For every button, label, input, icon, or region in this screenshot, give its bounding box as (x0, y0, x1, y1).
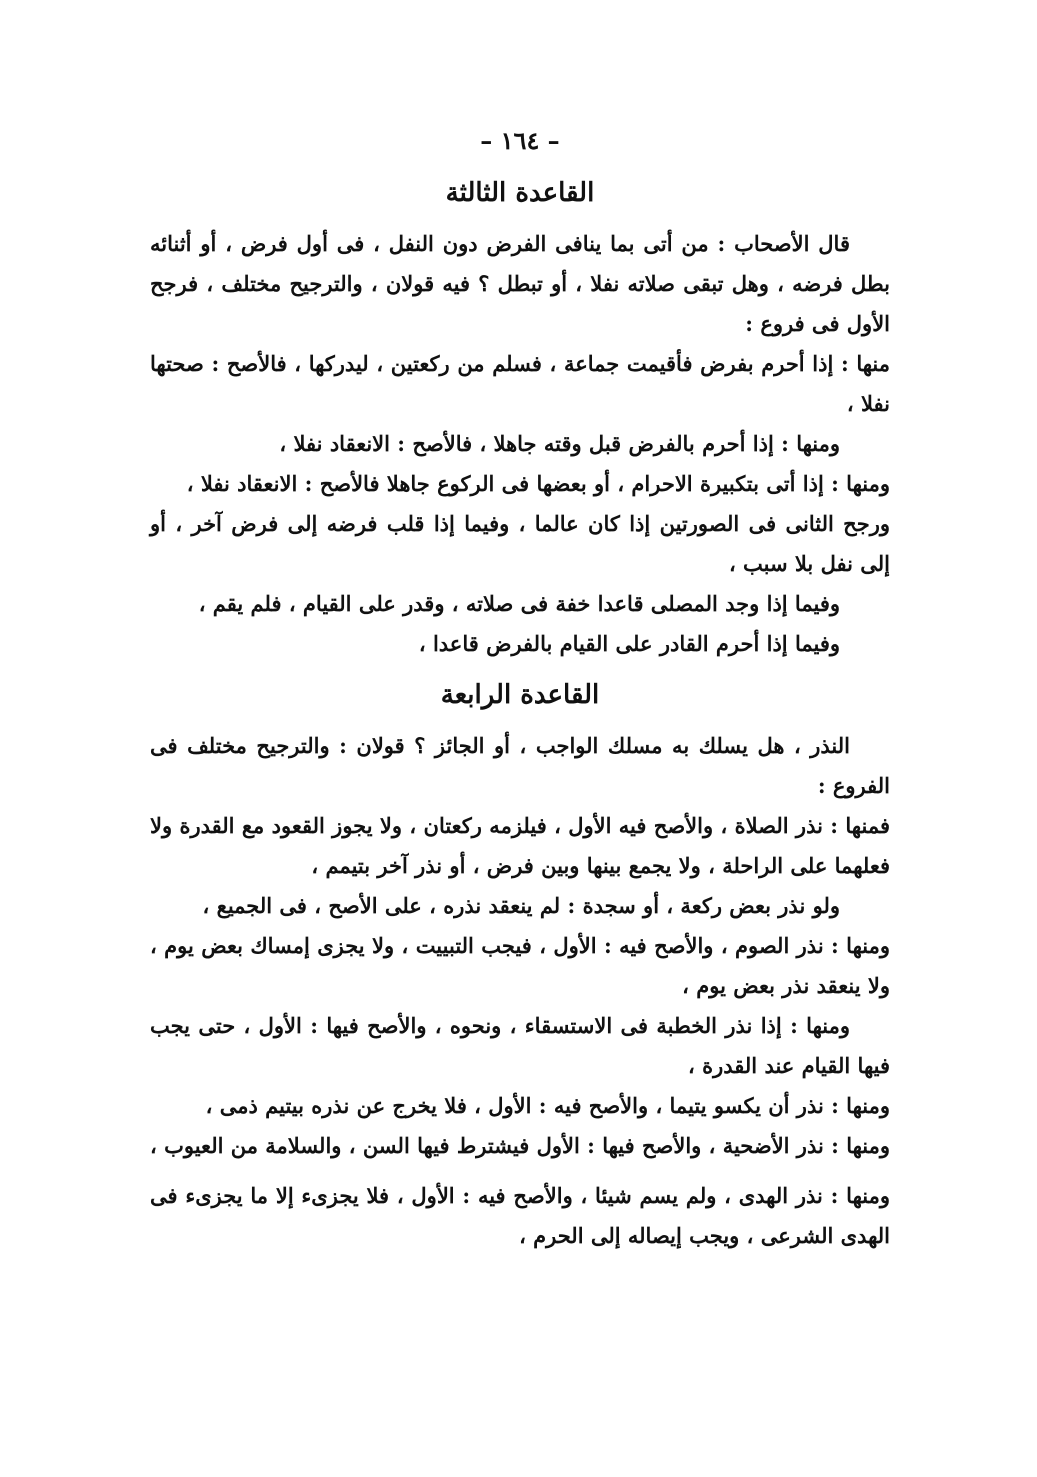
paragraph: منها : إذا أحرم بفرض فأقيمت جماعة ، فسلم من ركعتين ، ليدركها ، فالأصح : صحتها نفلا ، (150, 351, 890, 416)
paragraph: فمنها : نذر الصلاة ، والأصح فيه الأول ، فيلزمه ركعتان ، ولا يجوز القعود مع القدرة ولا فعلهما على الراحلة ، ولا يجمع بينها وبين فرض ، أو نذر آخر بتيمم ، (150, 813, 890, 878)
paragraph: ومنها : نذر الهدى ، ولم يسم شيئا ، والأصح فيه : الأول ، فلا يجزىء إلا ما يجزىء فى الهدى الشرعى ، ويجب إيصاله إلى الحرم ، (150, 1183, 890, 1248)
document-page (150, 120, 890, 1256)
paragraph: ومنها : إذا نذر الخطبة فى الاستسقاء ، ونحوه ، والأصح فيها : الأول ، حتى يجب فيها القيام عند القدرة ، (150, 1013, 890, 1078)
paragraph: قال الأصحاب : من أتى بما ينافى الفرض دون النفل ، فى أول فرض ، أو أثنائه بطل فرضه ، وهل تبقى صلاته نفلا ، أو تبطل ؟ فيه قولان ، والترجيح مختلف ، فرجح الأول فى فروع : (150, 231, 890, 336)
paragraph-gap (150, 1166, 890, 1176)
page-number: – ١٦٤ – (480, 126, 560, 155)
paragraph: ولو نذر بعض ركعة ، أو سجدة : لم ينعقد نذره ، على الأصح ، فى الجميع ، (202, 893, 840, 918)
paragraph: ومنها : إذا أتى بتكبيرة الاحرام ، أو بعضها فى الركوع جاهلا فالأصح : الانعقاد نفلا ، (186, 471, 890, 496)
paragraph: ومنها : نذر الأضحية ، والأصح فيها : الأول فيشترط فيها السن ، والسلامة من العيوب ، (150, 1133, 890, 1158)
paragraph: ورجح الثانى فى الصورتين إذا كان عالما ، وفيما إذا قلب فرضه إلى فرض آخر ، أو إلى نفل بلا سبب ، (150, 511, 890, 576)
paragraph: النذر ، هل يسلك به مسلك الواجب ، أو الجائز ؟ قولان : والترجيح مختلف فى الفروع : (150, 733, 890, 798)
section-heading-fourth-rule: القاعدة الرابعة (440, 680, 600, 710)
paragraph: وفيما إذا أحرم القادر على القيام بالفرض قاعدا ، (418, 631, 840, 656)
paragraph: ومنها : إذا أحرم بالفرض قبل وقته جاهلا ، فالأصح : الانعقاد نفلا ، (279, 431, 840, 456)
section-heading-third-rule: القاعدة الثالثة (445, 178, 595, 208)
paragraph: ومنها : نذر أن يكسو يتيما ، والأصح فيه : الأول ، فلا يخرج عن نذره بيتيم ذمى ، (205, 1093, 890, 1118)
paragraph: وفيما إذا وجد المصلى قاعدا خفة فى صلاته ، وقدر على القيام ، فلم يقم ، (198, 591, 840, 616)
paragraph: ومنها : نذر الصوم ، والأصح فيه : الأول ، فيجب التبييت ، ولا يجزى إمساك بعض يوم ، ولا ينعقد نذر بعض يوم ، (150, 933, 890, 998)
